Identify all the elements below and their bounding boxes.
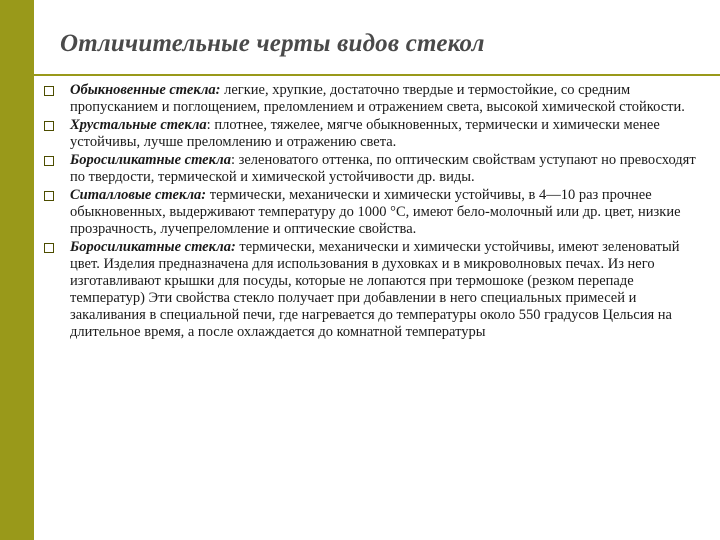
item-text: легкие, хрупкие, достаточно твердые и термостойкие, со средним пропусканием и поглощением, преломлением и отражением света, высокой химической стойкости. bbox=[70, 82, 685, 115]
item-text: термически, механически и химически устойчивы, в 4—10 раз прочнее обыкновенных, выдерживают температуру до 1000 °С, имеют бело-молочный или др. цвет, низкие прозрачность, лучепреломление и оптические свойства. bbox=[70, 187, 681, 237]
square-bullet-icon bbox=[44, 121, 54, 131]
left-accent-bar bbox=[0, 0, 34, 540]
square-bullet-icon bbox=[44, 191, 54, 201]
item-term: Ситалловые стекла: bbox=[70, 187, 207, 203]
item-term: Боросиликатные стекла bbox=[70, 152, 231, 168]
list-item-crystal-glass bbox=[44, 117, 706, 151]
list-item-borosilicate-glass-2 bbox=[44, 239, 706, 341]
item-text: : зеленоватого оттенка, по оптическим свойствам уступают но превосходят по твердости, термической и химической устойчивости др. виды. bbox=[70, 152, 696, 185]
title-divider bbox=[34, 74, 720, 76]
item-term: Хрустальные стекла bbox=[70, 117, 207, 133]
list-item-sitall-glass bbox=[44, 187, 706, 238]
item-text: : плотнее, тяжелее, мягче обыкновенных, термически и химически менее устойчивы, лучше преломлению и отражению света. bbox=[70, 117, 660, 150]
list-item-ordinary-glass bbox=[44, 82, 706, 116]
item-term: Боросиликатные стекла: bbox=[70, 239, 236, 255]
list-item-borosilicate-glass bbox=[44, 152, 706, 186]
item-text: термически, механически и химически устойчивы, имеют зеленоватый цвет. Изделия предназначена для использования в духовках и в микроволновых печах. Из него изготавливают крышки для посуды, которые не лопаются при термошоке (резком перепаде температур) Эти свойства стекло получает при добавлении в него специальных примесей и закаливания в специальной печи, где нагревается до температуры около 550 градусов Цельсия на длительное время, а после охлаждается до комнатной температуры bbox=[70, 239, 680, 340]
item-term: Обыкновенные стекла: bbox=[70, 82, 221, 98]
square-bullet-icon bbox=[44, 86, 54, 96]
square-bullet-icon bbox=[44, 156, 54, 166]
slide-title: Отличительные черты видов стекол bbox=[60, 30, 485, 57]
square-bullet-icon bbox=[44, 243, 54, 253]
feature-list bbox=[44, 82, 706, 342]
